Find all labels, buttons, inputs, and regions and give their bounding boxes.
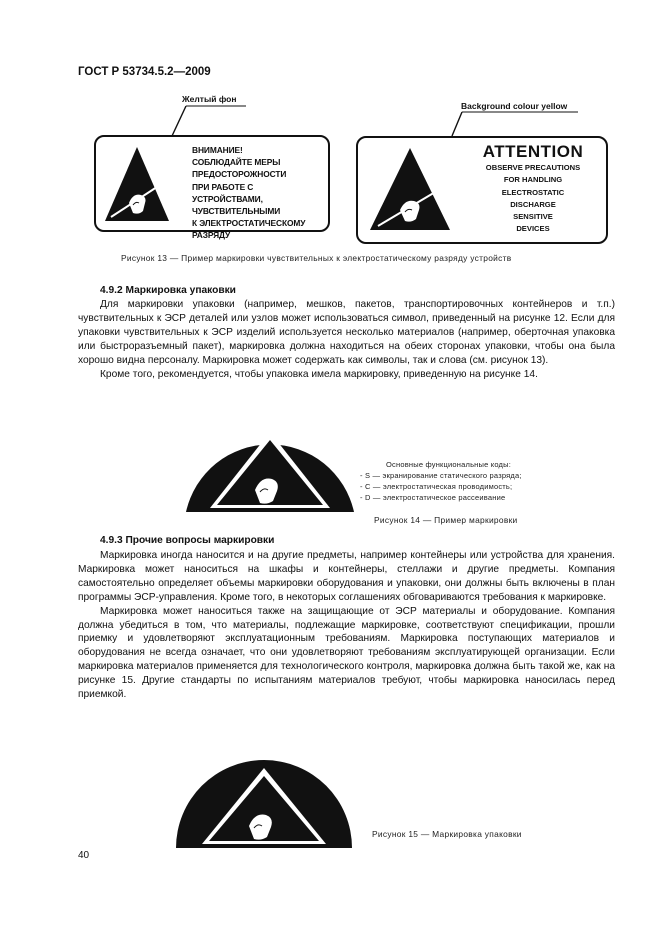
- section-heading-4-9-2: 4.9.2 Маркировка упаковки: [100, 285, 236, 296]
- warning-line: ПРИ РАБОТЕ С: [192, 181, 254, 192]
- warning-text-ru: [192, 144, 305, 242]
- esd-warning-triangle-icon: [103, 145, 171, 223]
- attention-text-block: [468, 142, 598, 236]
- attention-line: DEVICES: [516, 224, 550, 234]
- paragraph: Маркировка иногда наносится и на другие предметы, например контейнеры или устройства для хранения. Маркировка может наноситься на шкафы и контейнеры, стеллажи и другие предметы. Компания самостоятельно определяет объемы маркировки оборудования и упаковки, они должны быть включены в план программы ЭСР-управления. Кроме того, в некоторых соглашениях обговариваются требования к маркировке.: [78, 550, 615, 603]
- left-label-leader: [160, 100, 250, 140]
- esd-warning-label-ru: [94, 135, 330, 241]
- paragraph: Маркировка может наноситься также на защищающие от ЭСР материалы и оборудование. Компания должна убедиться в том, что материалы, подлежащие маркировке, соответствуют спецификации, прошли приемку и удовлетворяют эксплуатационным требованиям. Маркировка поступающих материалов и оборудования не всегда означает, что они удовлетворяют требованиям эксплуатирующей организации. Если маркировка материалов применяется для технологического контроля, маркировка должна быть такой же, как на рисунке 15. Другие стандарты по испытаниям материалов требуют, чтобы маркировка наносилась перед приемкой.: [78, 605, 615, 701]
- warning-line: К ЭЛЕКТРОСТАТИЧЕСКОМУ: [192, 218, 306, 229]
- attention-line: DISCHARGE: [510, 199, 556, 209]
- figure-13-caption: Рисунок 13 — Пример маркировки чувствительных к электростатическому разряду устройств: [121, 253, 512, 263]
- warning-line: ПРЕДОСТОРОЖНОСТИ: [192, 169, 287, 180]
- esd-protective-symbol-icon: [180, 412, 360, 512]
- attention-line: FOR HANDLING: [503, 175, 563, 185]
- paragraph: Кроме того, рекомендуется, чтобы упаковка имела маркировку, приведенную на рисунке 14.: [100, 368, 538, 380]
- section-heading-4-9-3: 4.9.3 Прочие вопросы маркировки: [100, 535, 275, 546]
- warning-line: РАЗРЯДУ: [192, 230, 231, 241]
- warning-line: ВНИМАНИЕ!: [192, 145, 243, 155]
- paragraph: Для маркировки упаковки (например, мешков, пакетов, транспортировочных контейнеров и т.п.) чувствительных к ЭСР деталей или узлов может использоваться символ, приведенный на рисунке 12. Если для упаковки чувствительных к ЭСР изделий используется несколько материалов (например, оберточная упаковка или быстроразъемный пакет), маркировка должна находиться на обеих сторонах упаковки, чтобы она была хорошо видна персоналу. Маркировка может содержать как символы, так и слова (см. рисунок 13).: [78, 299, 615, 366]
- functional-codes: [360, 459, 522, 503]
- attention-line: SENSITIVE: [513, 212, 553, 222]
- warning-line: ЧУВСТВИТЕЛЬНЫМИ: [192, 206, 281, 217]
- left-label-yellow-background: Желтый фон: [182, 94, 237, 104]
- attention-line: ELECTROSTATIC: [501, 187, 565, 197]
- figure-15-caption: Рисунок 15 — Маркировка упаковки: [372, 829, 522, 839]
- warning-line: СОБЛЮДАЙТЕ МЕРЫ: [192, 157, 281, 168]
- section-4-9-2-text: [78, 298, 615, 381]
- esd-warning-label-en: [356, 136, 608, 244]
- document-header: ГОСТ Р 53734.5.2—2009: [78, 66, 211, 78]
- code-item: - D — электростатическое рассеивание: [360, 493, 506, 502]
- section-4-9-3-text: [78, 549, 615, 702]
- code-item: - S — экранирование статического разряда;: [360, 471, 522, 480]
- esd-packaging-symbol-icon: [172, 748, 356, 848]
- warning-line: УСТРОЙСТВАМИ,: [192, 193, 263, 204]
- page-number: 40: [78, 850, 90, 861]
- esd-warning-triangle-icon: [368, 146, 452, 232]
- codes-title: Основные функциональные коды:: [386, 460, 511, 469]
- code-item: - C — электростатическая проводимость;: [360, 482, 513, 491]
- attention-title: ATTENTION: [482, 142, 584, 161]
- right-label-background-colour: Background colour yellow: [461, 101, 568, 111]
- right-label-leader: [440, 108, 580, 138]
- figure-14-caption: Рисунок 14 — Пример маркировки: [374, 515, 518, 525]
- attention-line: OBSERVE PRECAUTIONS: [485, 163, 581, 172]
